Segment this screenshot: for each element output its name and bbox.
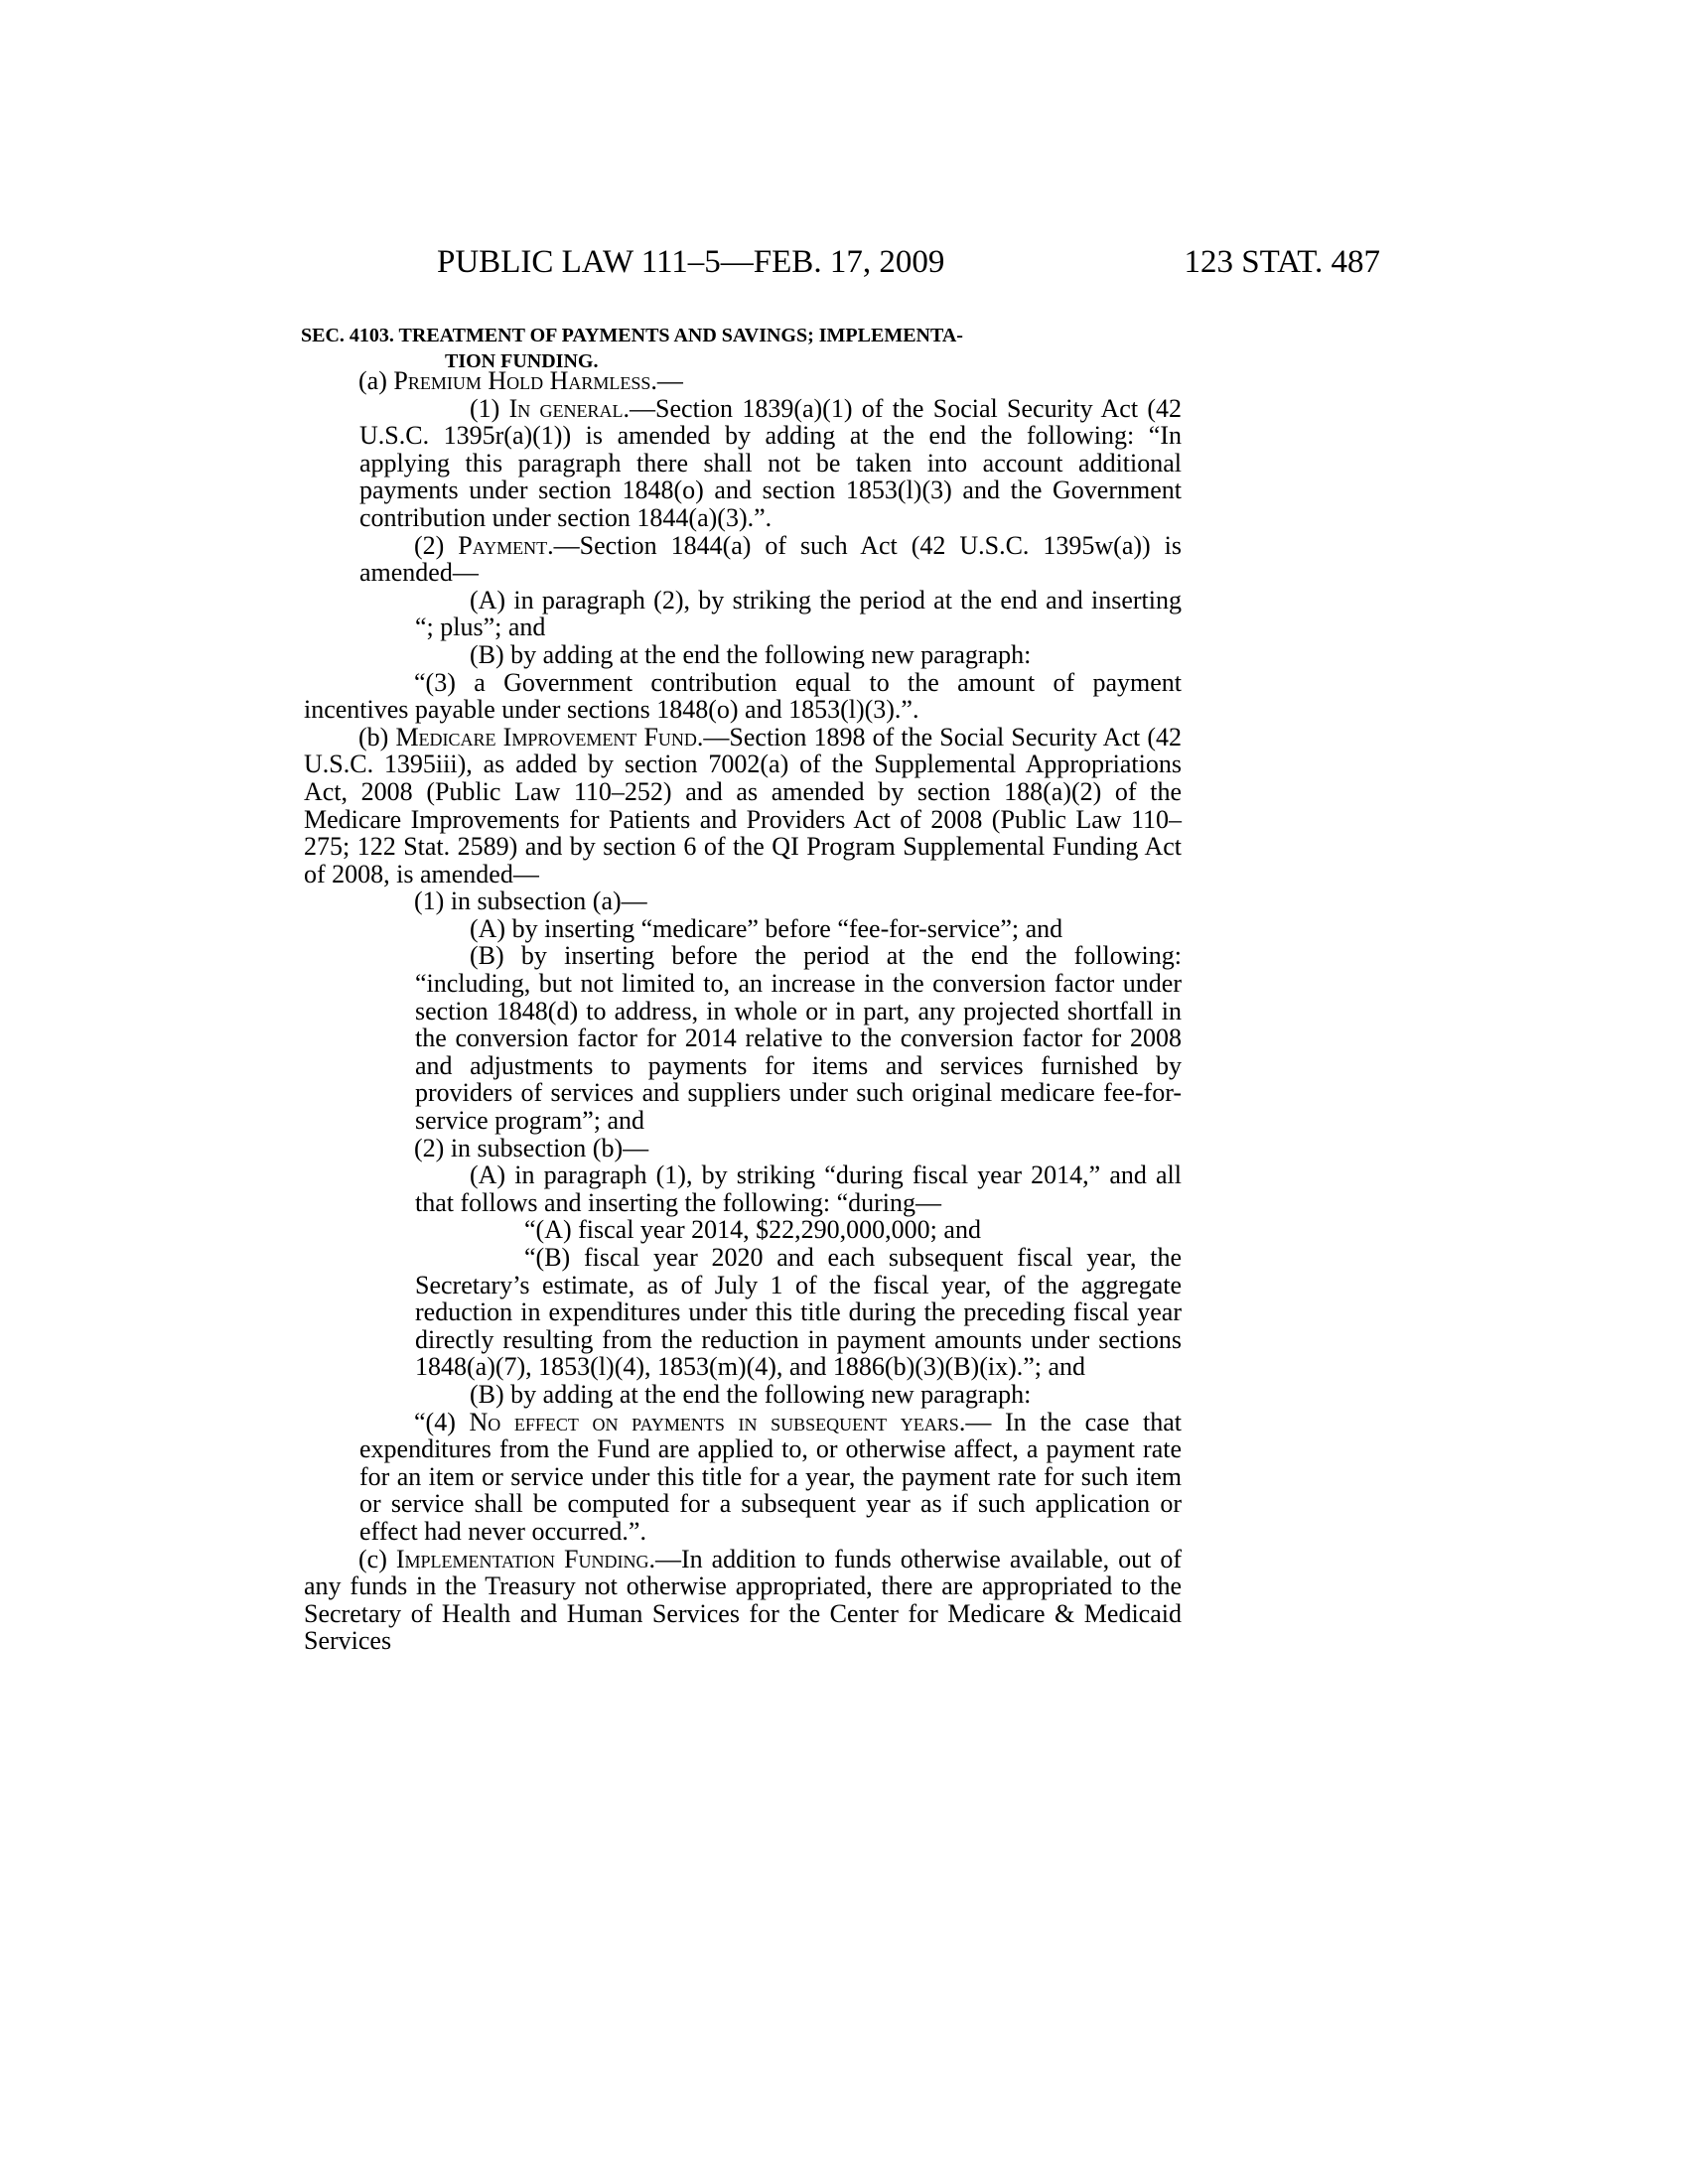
subsection-b: [304, 724, 1182, 888]
quoted-subparagraph-A: “(A) fiscal year 2014, $22,290,000,000; and: [524, 1215, 981, 1245]
paragraph-a1-label: (1): [470, 393, 509, 423]
subparagraph-a2B: (B) by adding at the end the following new paragraph:: [470, 639, 1032, 669]
subsection-b-text: .—Section 1898 of the Social Security Act (42 U.S.C. 1395iii), as added by section 7002(a) of the Supplemental Appropriations Act, 2008 (Public Law 110–252) and as amended by section 188(a)(2) of the Medicare Improvements for Patients and Providers Act of 2008 (Public Law 110–275; 122 Stat. 2589) and by section 6 of the QI Program Supplemental Funding Act of 2008, is amended—: [304, 722, 1182, 888]
quoted-paragraph-3: “(3) a Government contribution equal to the amount of payment incentives payable under sections 1848(o) and 1853(l)(3).”.: [304, 667, 1182, 725]
subsection-a-dash: .—: [650, 366, 683, 395]
paragraph-a1: [359, 395, 1182, 532]
paragraph-a1-text: .—Section 1839(a)(1) of the Social Security Act (42 U.S.C. 1395r(a)(1)) is amended by adding at the end the following: “In applying this paragraph there shall not be taken into account additional payments under section 1848(o) and section 1853(l)(3) and the Government contribution under section 1844(a)(3).”.: [359, 393, 1182, 532]
subparagraph-b2B: (B) by adding at the end the following new paragraph:: [470, 1379, 1032, 1409]
subsection-a-caption: Premium Hold Harmless: [393, 366, 651, 395]
section-heading-line-1: SEC. 4103. TREATMENT OF PAYMENTS AND SAVINGS; IMPLEMENTA-: [301, 325, 963, 346]
page-header: [298, 244, 1380, 284]
subsection-b-label: (b): [358, 722, 396, 751]
quoted-paragraph-4: [359, 1409, 1182, 1546]
subsection-c-label: (c): [358, 1544, 396, 1573]
quoted-subparagraph-B: “(B) fiscal year 2020 and each subsequent fiscal year, the Secretary’s estimate, as of July 1 of the fiscal year, of the aggregate reduction in expenditures under this title during the preceding fiscal year directly resulting from the reduction in payment amounts under sections 1848(a)(7), 1853(l)(4), 1853(m)(4), and 1886(b)(3)(B)(ix).”; and: [415, 1243, 1182, 1382]
quoted-paragraph-4-label: “(4): [414, 1407, 470, 1436]
paragraph-a2: [359, 532, 1182, 587]
subsection-c-text: .—In addition to funds otherwise available, out of any funds in the Treasury not otherwise appropriated, there are appropriated to the Secretary of Health and Human Services for the Center for Medicare & Medicaid Services: [304, 1544, 1182, 1656]
paragraph-a2-caption: Payment: [458, 530, 548, 560]
subparagraph-b1A: (A) by inserting “medicare” before “fee-for-service”; and: [470, 913, 1063, 943]
subsection-b-caption: Medicare Improvement Fund: [395, 722, 697, 751]
paragraph-b1: (1) in subsection (a)—: [414, 887, 647, 916]
paragraph-a2-text: .—Section 1844(a) of such Act (42 U.S.C. 1395w(a)) is amended—: [359, 530, 1182, 588]
paragraph-a2-label: (2): [414, 530, 459, 560]
quoted-paragraph-4-text: .— In the case that expenditures from the Fund are applied to, or otherwise affect, a payment rate for an item or service under this title for a year, the payment rate for such item or service shall be computed for a subsequent year as if such application or effect had never occurred.”.: [359, 1407, 1182, 1546]
subsection-a-label: (a): [358, 366, 394, 395]
running-title: PUBLIC LAW 111–5—FEB. 17, 2009: [437, 244, 945, 280]
subsection-c: [304, 1546, 1182, 1655]
subsection-c-caption: Implementation Funding: [395, 1544, 649, 1573]
paragraph-a1-caption: In general: [508, 393, 624, 423]
subsection-a: [304, 367, 1182, 395]
document-body: [304, 367, 1182, 1655]
subparagraph-a2A: (A) in paragraph (2), by striking the period at the end and inserting “; plus”; and: [415, 585, 1182, 642]
paragraph-b2: (2) in subsection (b)—: [414, 1133, 649, 1162]
subparagraph-b2A: (A) in paragraph (1), by striking “during fiscal year 2014,” and all that follows and inserting the following: “during—: [415, 1160, 1182, 1217]
subparagraph-b1B: (B) by inserting before the period at the end the following: “including, but not limited to, an increase in the conversion factor under section 1848(d) to address, in whole or in part, any projected shortfall in the conversion factor for 2014 relative to the conversion factor for 2008 and adjustments to payments for items and services furnished by providers of services and suppliers under such original medicare fee-for-service program”; and: [415, 941, 1182, 1136]
quoted-paragraph-4-caption: No effect on payments in subsequent years: [469, 1407, 959, 1436]
statute-page-number: 123 STAT. 487: [1184, 244, 1380, 280]
section-heading-line-2: TION FUNDING.: [445, 350, 599, 372]
